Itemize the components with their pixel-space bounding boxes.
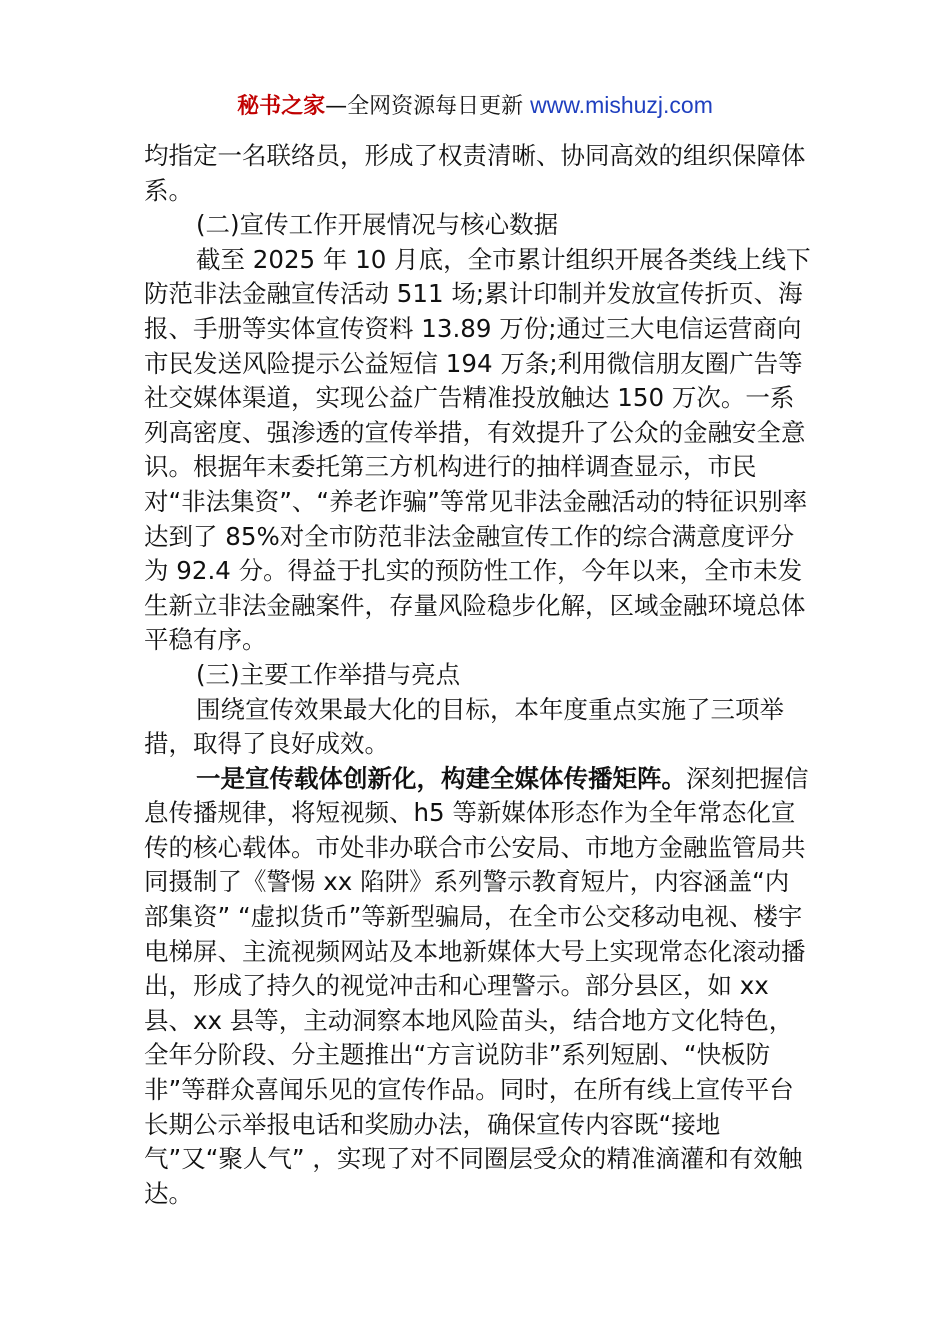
section-heading-2: (二)宣传工作开展情况与核心数据 [196,210,559,240]
measure-one-body: 深刻把握信息传播规律，将短视频、h5 等新媒体形态作为全年常态化宣传的核心载体。市处非办联合市公安局、市地方金融监管局共同摄制了《警惕 xx 陷阱》系列警示教育短片，内容涵盖“内部集资” “虚拟货币”等新型骗局，在全市公交移动电视、楼宇电梯屏、主流视频网站及本地新媒体大号上实现常态化滚动播出，形成了持久的视觉冲击和心理警示。部分县区，如 xx 县、xx 县等，主动洞察本地风险苗头，结合地方文化特色，全年分阶段、分主题推出“方言说防非”系列短剧、“快板防非”等群众喜闻乐见的宣传作品。同时，在所有线上宣传平台长期公示举报电话和奖励办法，确保宣传内容既“接地气”又“聚人气” ，实现了对不同圈层受众的精准滴灌和有效触达。 [144,763,809,1208]
paragraph-measures-intro: 围绕宣传效果最大化的目标，本年度重点实施了三项举措，取得了良好成效。 [144,694,784,759]
header-tagline: —全网资源每日更新 [325,94,531,119]
document-body [144,139,812,1211]
section-heading-3: (三)主要工作举措与亮点 [196,659,461,689]
brand-name: 秘书之家 [237,94,326,119]
site-url-link[interactable]: www.mishuzj.com [530,92,713,118]
site-header-banner [0,88,950,124]
paragraph-core-data: 截至 2025 年 10 月底，全市累计组织开展各类线上线下防范非法金融宣传活动 511 场;累计印制并发放宣传折页、海报、手册等实体宣传资料 13.89 万份;通过三大电信运营商向市民发送风险提示公益短信 194 万条;利用微信朋友圈广告等社交媒体渠道，实现公益广告精准投放触达 150 万次。一系列高密度、强渗透的宣传举措，有效提升了公众的金融安全意识。根据年末委托第三方机构进行的抽样调查显示，市民对“非法集资”、“养老诈骗”等常见非法金融活动的特征识别率达到了 85%对全市防范非法金融宣传工作的综合满意度评分为 92.4 分。得益于扎实的预防性工作，今年以来，全市未发生新立非法金融案件，存量风险稳步化解，区域金融环境总体平稳有序。 [144,244,811,655]
paragraph-measure-one [144,762,812,1212]
paragraph-org-guarantee: 均指定一名联络员，形成了权责清晰、协同高效的组织保障体系。 [144,141,806,205]
measure-one-lead: 一是宣传载体创新化，构建全媒体传播矩阵。 [196,763,686,793]
